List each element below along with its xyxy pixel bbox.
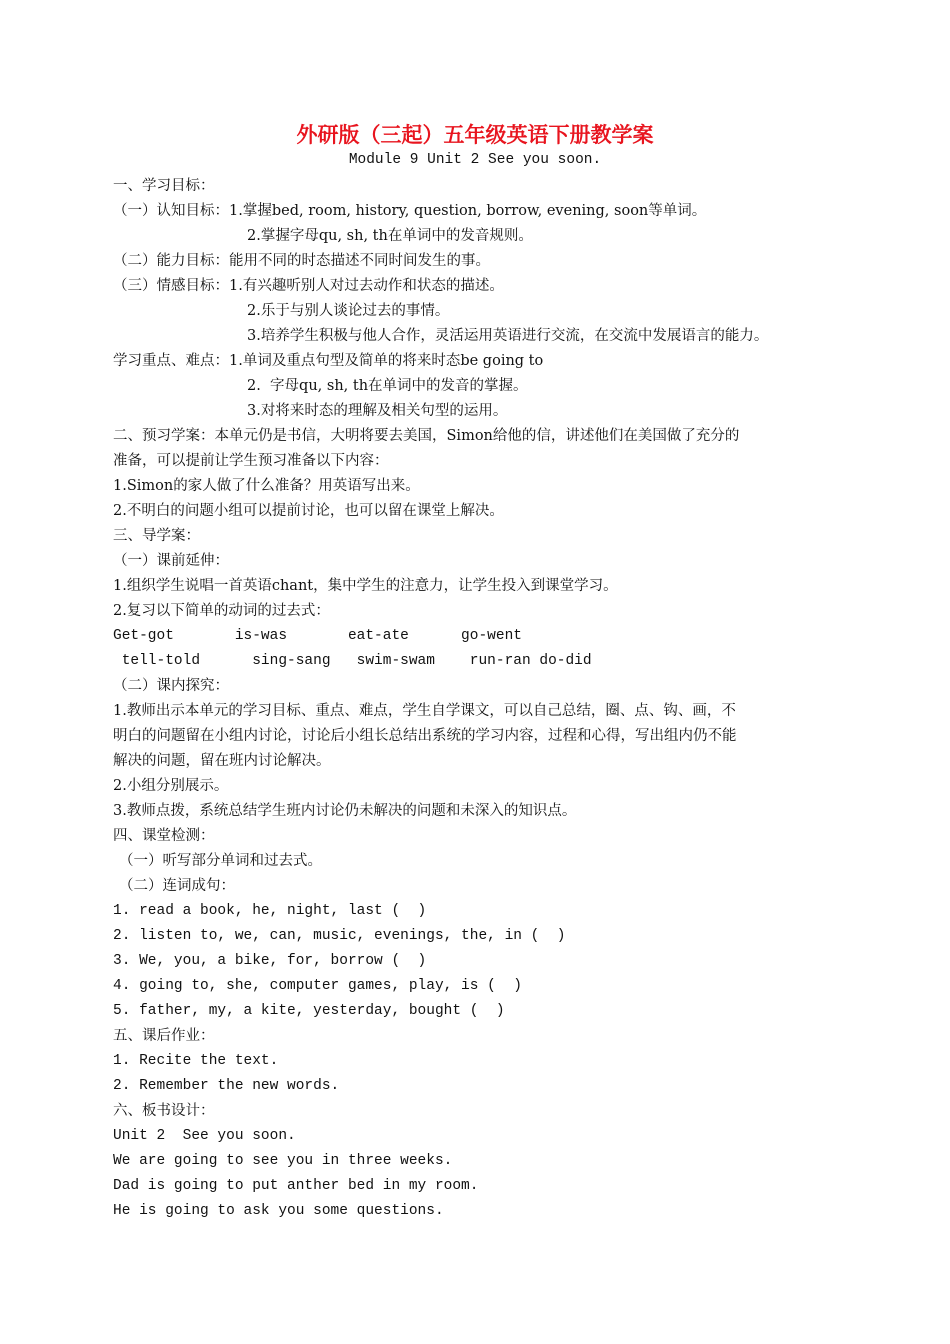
text-line: 3.教师点拨，系统总结学生班内讨论仍未解决的问题和未深入的知识点。 xyxy=(113,803,577,819)
exercise-item: 3. We, you, a bike, for, borrow ( ) xyxy=(113,953,427,969)
text-line: 准备，可以提前让学生预习准备以下内容： xyxy=(113,453,389,469)
exercise-item: 4. going to, she, computer games, play, is ( ) xyxy=(113,978,522,994)
text-line: 2.复习以下简单的动词的过去式： xyxy=(113,603,330,619)
text-line: 1.教师出示本单元的学习目标、重点、难点，学生自学课文，可以自己总结，圈、点、钩、画，不 xyxy=(113,703,736,719)
text-line: 1.Simon的家人做了什么准备？用英语写出来。 xyxy=(113,478,420,494)
section-heading-homework: 五、课后作业： xyxy=(113,1028,215,1044)
section-heading-preview: 二、预习学案：本单元仍是书信，大明将要去美国，Simon给他的信，讲述他们在美国做了充分的 xyxy=(113,428,740,444)
board-line: He is going to ask you some questions. xyxy=(113,1203,444,1219)
document-subtitle: Module 9 Unit 2 See you soon. xyxy=(348,152,602,168)
text-line: 1.组织学生说唱一首英语chant，集中学生的注意力，让学生投入到课堂学习。 xyxy=(113,578,618,594)
section-heading-board: 六、板书设计： xyxy=(113,1103,215,1119)
text-line: 3.对将来时态的理解及相关句型的运用。 xyxy=(247,403,508,419)
text-line: 2. 字母qu, sh, th在单词中的发音的掌握。 xyxy=(247,378,528,394)
board-line: We are going to see you in three weeks. xyxy=(113,1153,453,1169)
text-line: 明白的问题留在小组内讨论，讨论后小组长总结出系统的学习内容，过程和心得，写出组内仍不能 xyxy=(113,728,737,744)
text-line: （二）连词成句： xyxy=(119,878,235,894)
verb-list-line: Get-got is-was eat-ate go-went xyxy=(113,628,522,644)
section-heading-test: 四、课堂检测： xyxy=(113,828,215,844)
text-line: （二）能力目标：能用不同的时态描述不同时间发生的事。 xyxy=(113,253,490,269)
text-line: （一）课前延伸： xyxy=(113,553,229,569)
exercise-item: 5. father, my, a kite, yesterday, bought ( ) xyxy=(113,1003,505,1019)
board-line: Dad is going to put anther bed in my room. xyxy=(113,1178,479,1194)
homework-item: 1. Recite the text. xyxy=(113,1053,279,1069)
exercise-item: 2. listen to, we, can, music, evenings, the, in ( ) xyxy=(113,928,566,944)
text-line: 2.小组分别展示。 xyxy=(113,778,229,794)
text-line: 3.培养学生积极与他人合作，灵活运用英语进行交流，在交流中发展语言的能力。 xyxy=(247,328,769,344)
verb-list-line: tell-told sing-sang swim-swam run-ran do-did xyxy=(113,653,592,669)
section-heading-guide: 三、导学案： xyxy=(113,528,200,544)
text-line: 2.不明白的问题小组可以提前讨论，也可以留在课堂上解决。 xyxy=(113,503,504,519)
document-title: 外研版（三起）五年级英语下册教学案 xyxy=(296,123,654,147)
text-line: 学习重点、难点：1.单词及重点句型及简单的将来时态be going to xyxy=(113,353,544,369)
exercise-item: 1. read a book, he, night, last ( ) xyxy=(113,903,427,919)
text-line: （三）情感目标：1.有兴趣听别人对过去动作和状态的描述。 xyxy=(113,278,504,294)
text-line: （二）课内探究： xyxy=(113,678,229,694)
text-line: 2.乐于与别人谈论过去的事情。 xyxy=(247,303,450,319)
section-heading-objectives: 一、学习目标： xyxy=(113,178,215,194)
text-line: （一）听写部分单词和过去式。 xyxy=(119,853,322,869)
text-line: （一）认知目标：1.掌握bed, room, history, question, borrow, evening, soon等单词。 xyxy=(113,203,707,219)
homework-item: 2. Remember the new words. xyxy=(113,1078,340,1094)
text-line: 解决的问题，留在班内讨论解决。 xyxy=(113,753,331,769)
board-line: Unit 2 See you soon. xyxy=(113,1128,296,1144)
text-line: 2.掌握字母qu, sh, th在单词中的发音规则。 xyxy=(247,228,533,244)
